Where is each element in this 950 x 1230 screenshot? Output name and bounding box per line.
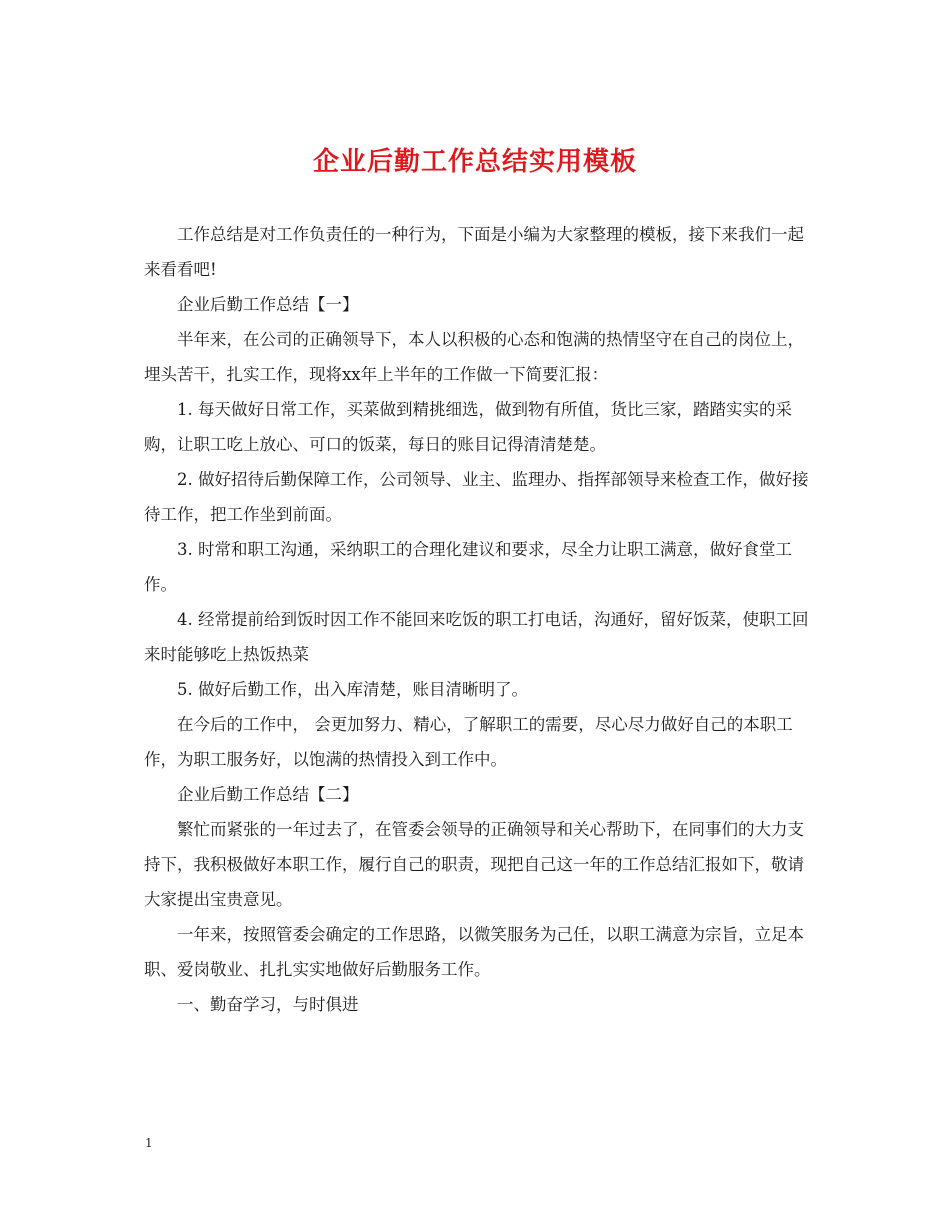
list-item-3: 3. 时常和职工沟通，采纳职工的合理化建议和要求，尽全力让职工满意，做好食堂工作。: [144, 540, 792, 594]
body-paragraph: 半年来，在公司的正确领导下，本人以积极的心态和饱满的热情坚守在自己的岗位上，埋头苦干，扎实工作，现将xx年上半年的工作做一下简要汇报：: [144, 330, 804, 384]
document-body: [144, 217, 816, 1022]
page-number: 1: [145, 1136, 153, 1150]
document-title: 企业后勤工作总结实用模板: [312, 147, 637, 177]
body-paragraph: 一年来，按照管委会确定的工作思路，以微笑服务为己任，以职工满意为宗旨，立足本职、爱岗敬业、扎扎实实地做好后勤服务工作。: [144, 925, 804, 979]
list-item-5: 5. 做好后勤工作，出入库清楚，账目清晰明了。: [177, 680, 528, 699]
list-item-4: 4. 经常提前给到饭时因工作不能回来吃饭的职工打电话，沟通好，留好饭菜，使职工回来时能够吃上热饭热菜: [144, 610, 809, 664]
intro-paragraph: 工作总结是对工作负责任的一种行为，下面是小编为大家整理的模板，接下来我们一起来看看吧!: [144, 225, 804, 279]
subsection-heading: 一、勤奋学习，与时俱进: [177, 995, 359, 1014]
body-paragraph: 繁忙而紧张的一年过去了，在管委会领导的正确领导和关心帮助下，在同事们的大力支持下，我积极做好本职工作，履行自己的职责，现把自己这一年的工作总结汇报如下，敬请大家提出宝贵意见。: [144, 820, 804, 909]
list-item-1: 1. 每天做好日常工作，买菜做到精挑细选，做到物有所值，货比三家，踏踏实实的采购，让职工吃上放心、可口的饭菜，每日的账目记得清清楚楚。: [144, 400, 792, 454]
body-paragraph: 在今后的工作中， 会更加努力、精心，了解职工的需要，尽心尽力做好自己的本职工作，为职工服务好，以饱满的热情投入到工作中。: [144, 715, 793, 769]
section-heading-one: 企业后勤工作总结【一】: [177, 295, 359, 314]
section-heading-two: 企业后勤工作总结【二】: [177, 785, 359, 804]
list-item-2: 2. 做好招待后勤保障工作，公司领导、业主、监理办、指挥部领导来检查工作，做好接待工作，把工作坐到前面。: [144, 470, 809, 524]
